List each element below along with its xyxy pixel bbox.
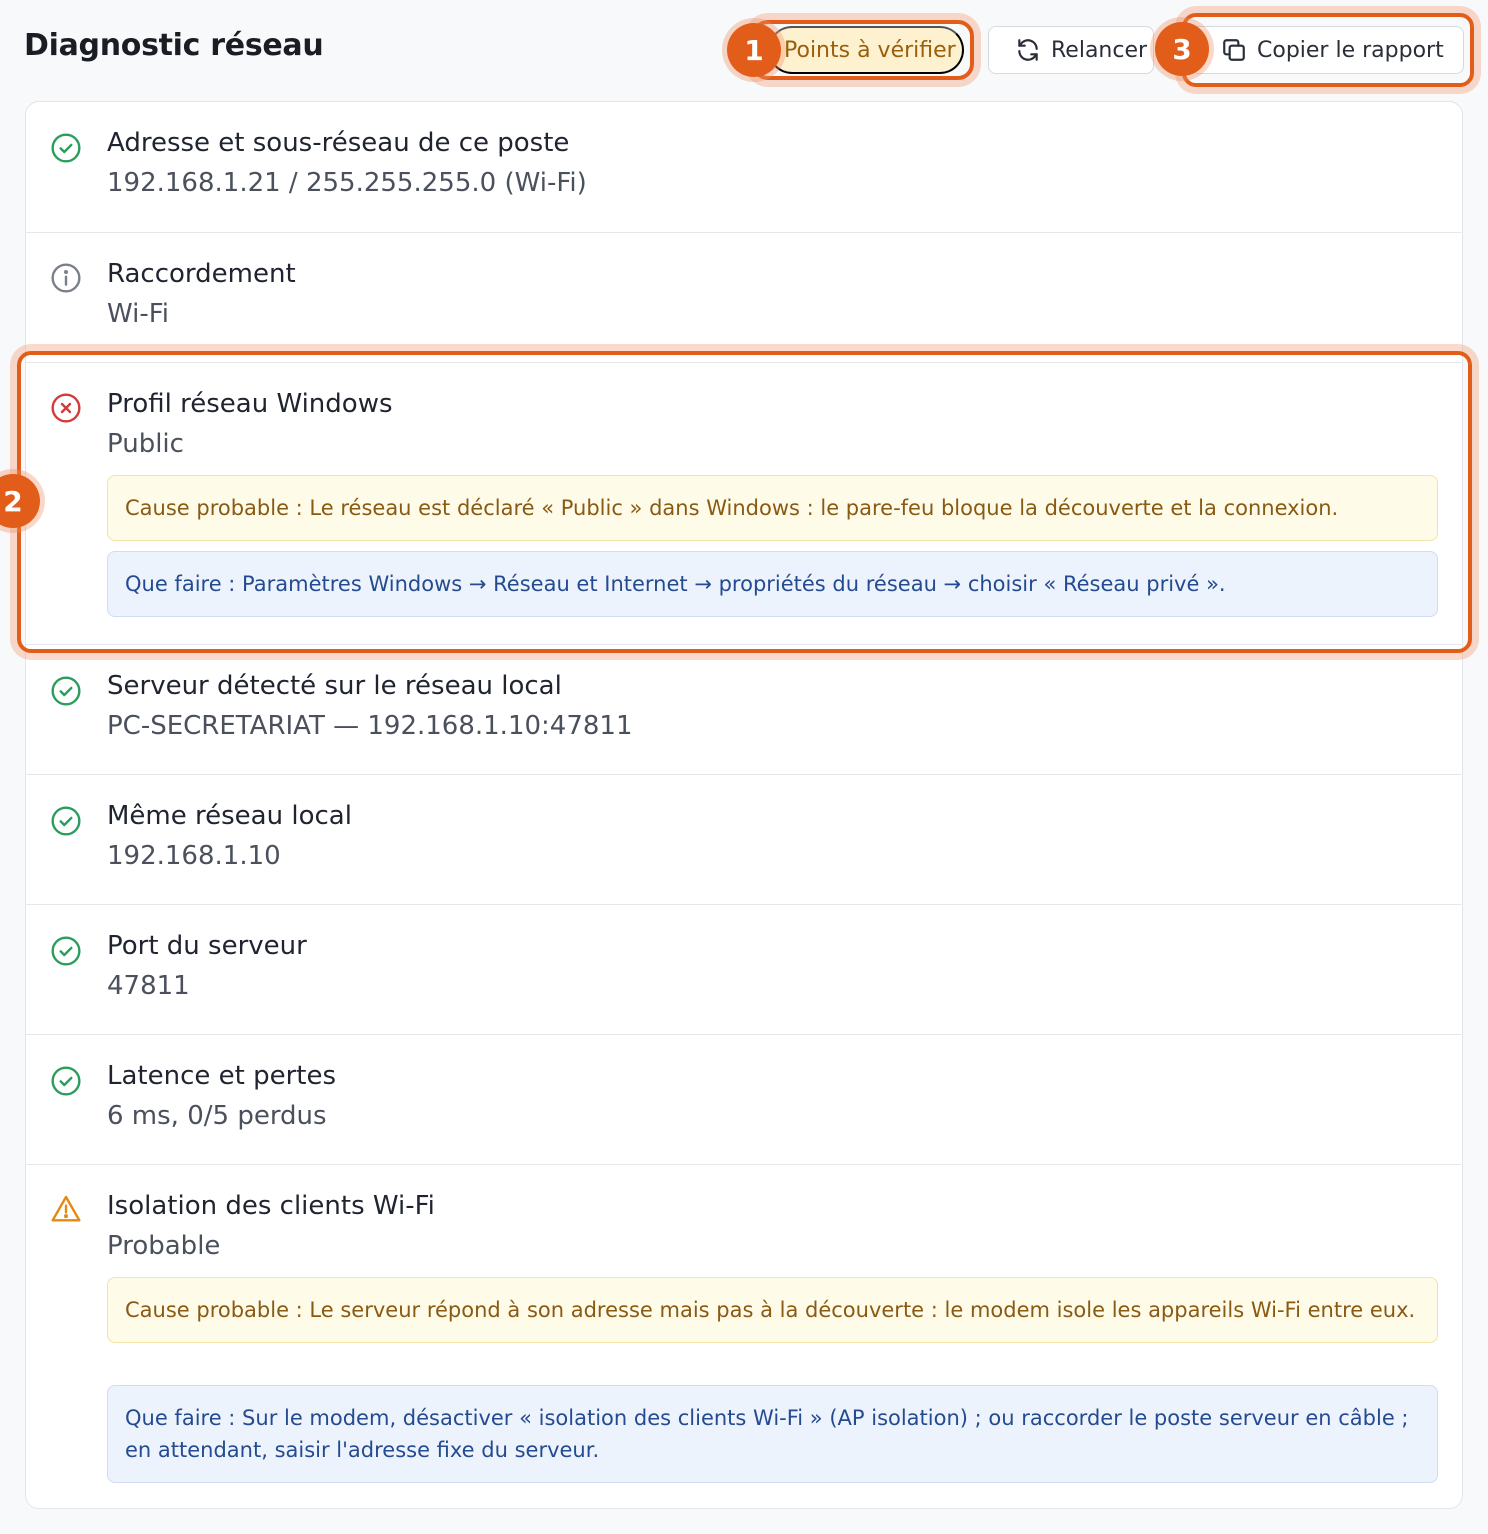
check-value: Wi-Fi (107, 299, 170, 329)
refresh-icon (1015, 37, 1041, 63)
what-to-do-box: Que faire : Paramètres Windows → Réseau et Internet → propriétés du réseau → choisir « Réseau privé ». (107, 551, 1438, 617)
rerun-label: Relancer (1051, 37, 1148, 63)
x-circle-icon (50, 392, 82, 424)
check-value: 192.168.1.10 (107, 841, 281, 871)
check-label: Latence et pertes (107, 1061, 337, 1091)
check-label: Serveur détecté sur le réseau local (107, 671, 562, 701)
check-circle-icon (50, 1065, 82, 1097)
annotation-badge-3: 3 (1155, 22, 1209, 76)
check-row-address (26, 102, 1461, 232)
check-label: Même réseau local (107, 801, 352, 831)
probable-cause-box: Cause probable : Le réseau est déclaré « Public » dans Windows : le pare-feu bloque la découverte et la connexion. (107, 475, 1438, 541)
check-label: Port du serveur (107, 931, 307, 961)
warning-triangle-icon (50, 1193, 82, 1225)
check-circle-icon (50, 675, 82, 707)
copy-report-button[interactable] (1190, 26, 1464, 74)
check-label: Isolation des clients Wi-Fi (107, 1191, 435, 1221)
check-circle-icon (50, 805, 82, 837)
check-row-windows-profile (26, 362, 1461, 644)
annotation-badge-1: 1 (727, 23, 781, 77)
rerun-button[interactable] (988, 26, 1154, 74)
check-value: 47811 (107, 971, 190, 1001)
issues-filter-label: Points à vérifier (784, 37, 956, 63)
info-circle-icon (50, 262, 82, 294)
probable-cause-box: Cause probable : Le serveur répond à son adresse mais pas à la découverte : le modem isole les appareils Wi-Fi entre eux. (107, 1277, 1438, 1343)
check-circle-icon (50, 935, 82, 967)
check-row-connection (26, 232, 1461, 362)
page-title: Diagnostic réseau (24, 28, 324, 63)
annotation-badge-2: 2 (0, 474, 40, 528)
issues-filter-button[interactable] (768, 26, 964, 74)
check-row-same-network (26, 774, 1461, 904)
check-row-latency (26, 1034, 1461, 1164)
copy-icon (1221, 37, 1247, 63)
check-value: Public (107, 429, 184, 459)
check-value: 192.168.1.21 / 255.255.255.0 (Wi-Fi) (107, 168, 587, 198)
check-label: Profil réseau Windows (107, 389, 393, 419)
check-label: Raccordement (107, 259, 296, 289)
check-value: 6 ms, 0/5 perdus (107, 1101, 327, 1131)
check-label: Adresse et sous-réseau de ce poste (107, 128, 570, 158)
copy-report-label: Copier le rapport (1257, 37, 1444, 63)
check-circle-icon (50, 132, 82, 164)
check-value: PC-SECRETARIAT — 192.168.1.10:47811 (107, 711, 633, 741)
check-row-server-detected (26, 644, 1461, 774)
check-row-server-port (26, 904, 1461, 1034)
what-to-do-box: Que faire : Sur le modem, désactiver « isolation des clients Wi-Fi » (AP isolation) ; ou raccorder le poste serveur en câble ; en attendant, saisir l'adresse fixe du serveur. (107, 1385, 1438, 1483)
check-row-client-isolation (26, 1164, 1461, 1508)
check-value: Probable (107, 1231, 221, 1261)
diagnostic-results-card (25, 101, 1463, 1509)
